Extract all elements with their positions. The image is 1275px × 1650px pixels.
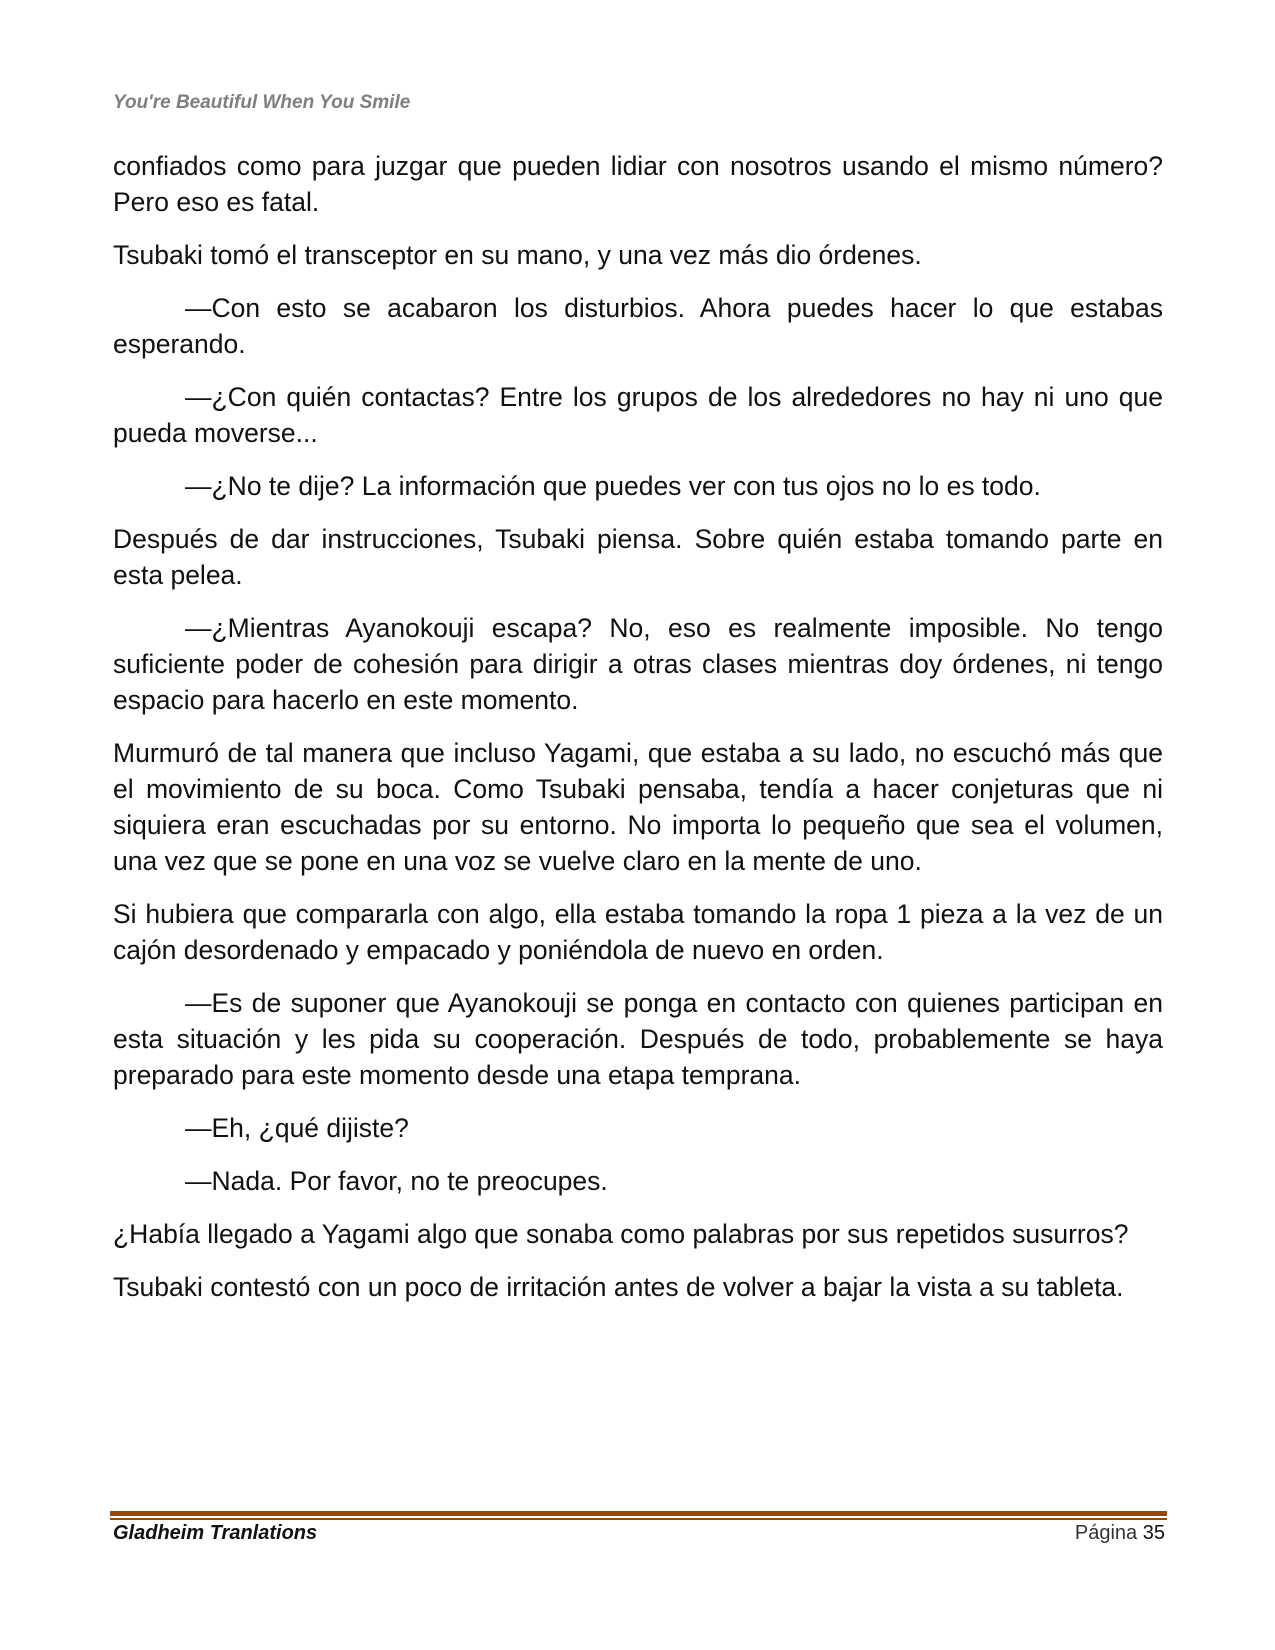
dialogue-paragraph: —Con esto se acabaron los disturbios. Ahora puedes hacer lo que estabas esperando. [113,293,1163,359]
dialogue-paragraph: —Es de suponer que Ayanokouji se ponga en contacto con quienes participan en esta situación y les pida su cooperación. Después de todo, probablemente se haya preparado para este momento desde una etapa temprana. [113,988,1163,1090]
dialogue-paragraph: —Nada. Por favor, no te preocupes. [185,1166,608,1196]
page-number: 35 [1142,1522,1165,1544]
paragraph: Tsubaki tomó el transceptor en su mano, y una vez más dio órdenes. [113,240,922,270]
paragraph: Después de dar instrucciones, Tsubaki piensa. Sobre quién estaba tomando parte en esta pelea. [113,524,1163,590]
dialogue-paragraph: —Eh, ¿qué dijiste? [185,1113,409,1143]
page-body [113,148,1163,1322]
dialogue-paragraph: —¿Mientras Ayanokouji escapa? No, eso es realmente imposible. No tengo suficiente poder de cohesión para dirigir a otras clases mientras doy órdenes, ni tengo espacio para hacerlo en este momento. [113,613,1163,715]
dialogue-paragraph: —¿No te dije? La información que puedes ver con tus ojos no lo es todo. [185,471,1041,501]
paragraph: Tsubaki contestó con un poco de irritación antes de volver a bajar la vista a su tableta. [113,1272,1124,1302]
paragraph: Murmuró de tal manera que incluso Yagami, que estaba a su lado, no escuchó más que el movimiento de su boca. Como Tsubaki pensaba, tendía a hacer conjeturas que ni siquiera eran escuchadas por su entorno. No importa lo pequeño que sea el volumen, una vez que se pone en una voz se vuelve claro en la mente de uno. [113,738,1163,876]
paragraph: confiados como para juzgar que pueden lidiar con nosotros usando el mismo número? Pero eso es fatal. [113,151,1163,217]
paragraph: ¿Había llegado a Yagami algo que sonaba como palabras por sus repetidos susurros? [113,1219,1129,1249]
paragraph: Si hubiera que compararla con algo, ella estaba tomando la ropa 1 pieza a la vez de un cajón desordenado y empacado y poniéndola de nuevo en orden. [113,899,1163,965]
dialogue-paragraph: —¿Con quién contactas? Entre los grupos de los alrededores no hay ni uno que pueda moverse... [113,382,1163,448]
footer-divider [110,1511,1167,1520]
running-header-title: You're Beautiful When You Smile [113,92,411,113]
footer-publisher: Gladheim Tranlations [113,1522,318,1544]
footer-page-indicator [1075,1522,1165,1545]
page-label: Página [1074,1522,1138,1544]
